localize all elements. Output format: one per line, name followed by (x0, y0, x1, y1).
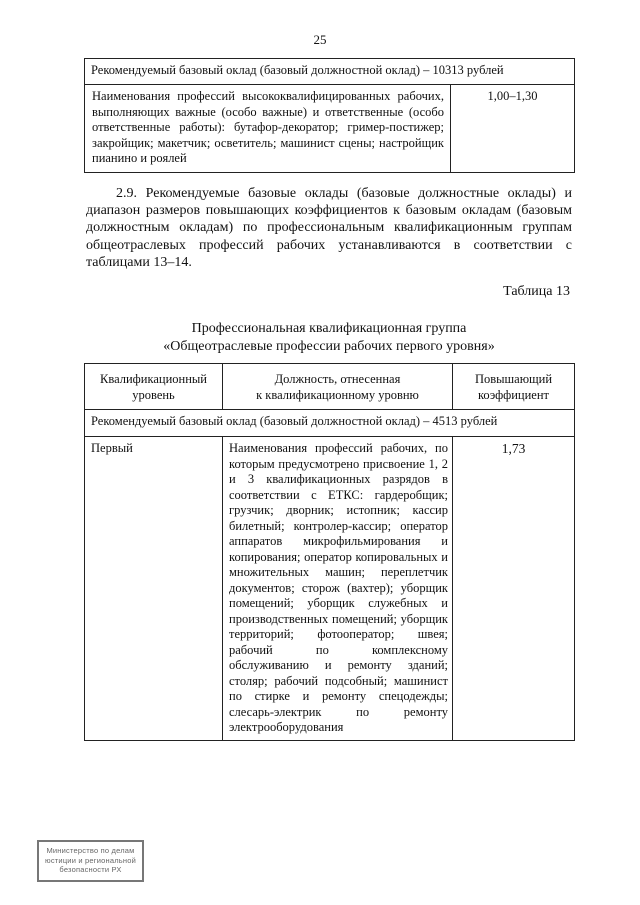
paragraph-2-9: 2.9. Рекомендуемые базовые оклады (базовые должностные оклады) и диапазон размеров повышающих коэффициентов к базовым окладам (базовым должностным окладам) по профессиональным квалификационным группам общеотраслевых профессий рабочих устанавливаются в соответствии с таблицами 13–14. (86, 186, 572, 270)
header-coefficient (453, 364, 575, 410)
table-13 (84, 363, 575, 741)
table-row (85, 437, 575, 741)
header-text: к квалификационному уровню (256, 387, 419, 402)
table-row (85, 410, 575, 437)
header-text: Должность, отнесенная (274, 372, 401, 386)
table-caption: Таблица 13 (503, 284, 570, 299)
table-row (85, 85, 575, 173)
salary-table-continuation (84, 58, 575, 173)
stamp-line: юстиции и региональной (45, 855, 136, 865)
coefficient-cell: 1,73 (453, 437, 575, 741)
group-title-line: «Общеотраслевые профессии рабочих первого уровня» (163, 338, 495, 354)
table-header-row (85, 364, 575, 410)
coefficient-cell: 1,00–1,30 (451, 85, 575, 173)
header-position (223, 364, 453, 410)
positions-cell: Наименования профессий рабочих, по которым предусмотрено присвоение 1, 2 и 3 квалификационных разрядов в соответствии с ЕТКС: гардеробщик; грузчик; дворник; истопник; кассир билетный; контролер-кассир; оператор аппаратов микрофильмирования и копирования; оператор копировальных и множительных машин; переплетчик документов; сторож (вахтер); уборщик помещений; уборщик служебных и производственных помещений; уборщик территорий; фотооператор; швея; рабочий по комплексному обслуживанию и ремонту зданий; столяр; рабочий подсобный; машинист по стирке и ремонту спецодежды; слесарь-электрик по ремонту электрооборудования (223, 437, 453, 741)
group-title-line: Профессиональная квалификационная группа (191, 321, 467, 336)
header-text: Квалификационный (100, 372, 207, 386)
header-text: коэффициент (477, 387, 550, 402)
salary-row: Рекомендуемый базовый оклад (базовый должностной оклад) – 10313 рублей (85, 59, 575, 85)
header-text: Повышающий (474, 372, 553, 386)
level-cell: Первый (85, 437, 223, 741)
page-number: 25 (313, 32, 327, 47)
group-title (84, 320, 574, 355)
table-row (85, 59, 575, 85)
salary-row: Рекомендуемый базовый оклад (базовый должностной оклад) – 4513 рублей (85, 410, 575, 437)
stamp-line: безопасности РХ (59, 865, 122, 874)
header-level (85, 364, 223, 410)
stamp-line: Министерство по делам (46, 846, 135, 855)
professions-cell: Наименования профессий высококвалифицированных рабочих, выполняющих важные (особо важные) и ответственные (особо ответственные работы): бутафор-декоратор; гример-постижер; закройщик; макетчик; осветитель; машинист сцены; настройщик пианино и роялей (85, 85, 451, 173)
registration-stamp (37, 840, 144, 882)
header-text: уровень (132, 387, 175, 402)
